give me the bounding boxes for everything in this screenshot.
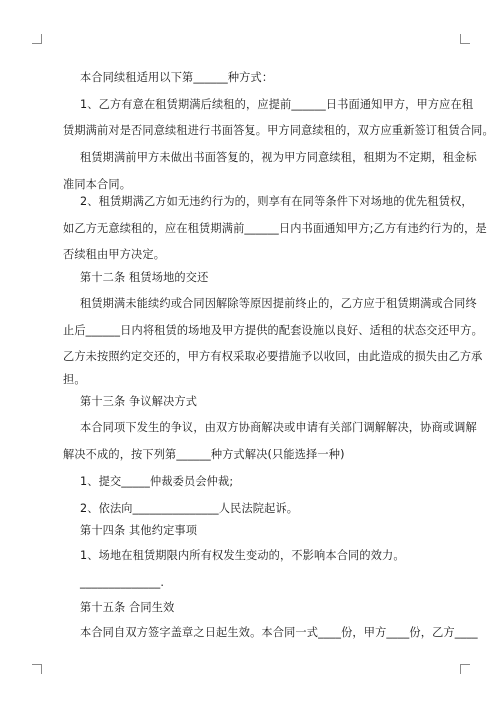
- paragraph-line: 如乙方无意续租的，应在租赁期满前______日内书面通知甲方;乙方有违约行为的，是: [63, 222, 487, 235]
- list-item: 1、提交_____仲裁委员会仲裁;: [80, 475, 234, 488]
- paragraph-line: 本合同自双方签字盖章之日起生效。本合同一式____份，甲方____份，乙方____: [80, 626, 478, 639]
- section-heading: 第十三条 争议解决方式: [80, 395, 198, 408]
- paragraph-line: 准同本合同。: [63, 178, 132, 191]
- paragraph-line: 乙方未按照约定交还的，甲方有权采取必要措施予以收回，由此造成的损失由乙方承: [63, 350, 483, 363]
- blank-line: ______________.: [80, 576, 165, 589]
- list-item: 2、依法向_______________人民法院起诉。: [80, 502, 299, 515]
- paragraph-line: 1、乙方有意在租赁期满后续租的，应提前______日书面通知甲方，甲方应在租: [80, 98, 474, 111]
- section-heading: 第十二条 租赁场地的交还: [80, 271, 209, 284]
- section-heading: 第十五条 合同生效: [80, 601, 175, 614]
- paragraph-line: 本合同项下发生的争议，由双方协商解决或申请有关部门调解解决，协商或调解: [80, 421, 477, 434]
- list-item: 1、场地在租赁期限内所有权发生变动的，不影响本合同的效力。: [80, 549, 405, 562]
- paragraph-line: 租赁期满前甲方未做出书面答复的，视为甲方同意续租，租期为不定期，租金标: [80, 151, 477, 164]
- paragraph-line: 否续租由甲方决定。: [63, 248, 166, 261]
- paragraph-line: 赁期满前对是否同意续租进行书面答复。甲方同意续租的，双方应重新签订租赁合同。: [63, 124, 494, 137]
- section-heading: 第十四条 其他约定事项: [80, 524, 198, 537]
- paragraph-line: 解决不成的，按下列第______种方式解决(只能选择一种): [63, 448, 345, 461]
- paragraph-line: 止后______日内将租赁的场地及甲方提供的配套设施以良好、适租的状态交还甲方。: [63, 324, 483, 337]
- paragraph-line: 担。: [63, 373, 86, 386]
- paragraph-line: 租赁期满未能续约或合同因解除等原因提前终止的，乙方应于租赁期满或合同终: [80, 297, 477, 310]
- paragraph-line: 2、租赁期满乙方如无违约行为的，则享有在同等条件下对场地的优先租赁权，: [80, 195, 473, 208]
- paragraph-line: 本合同续租适用以下第______种方式：: [80, 71, 274, 84]
